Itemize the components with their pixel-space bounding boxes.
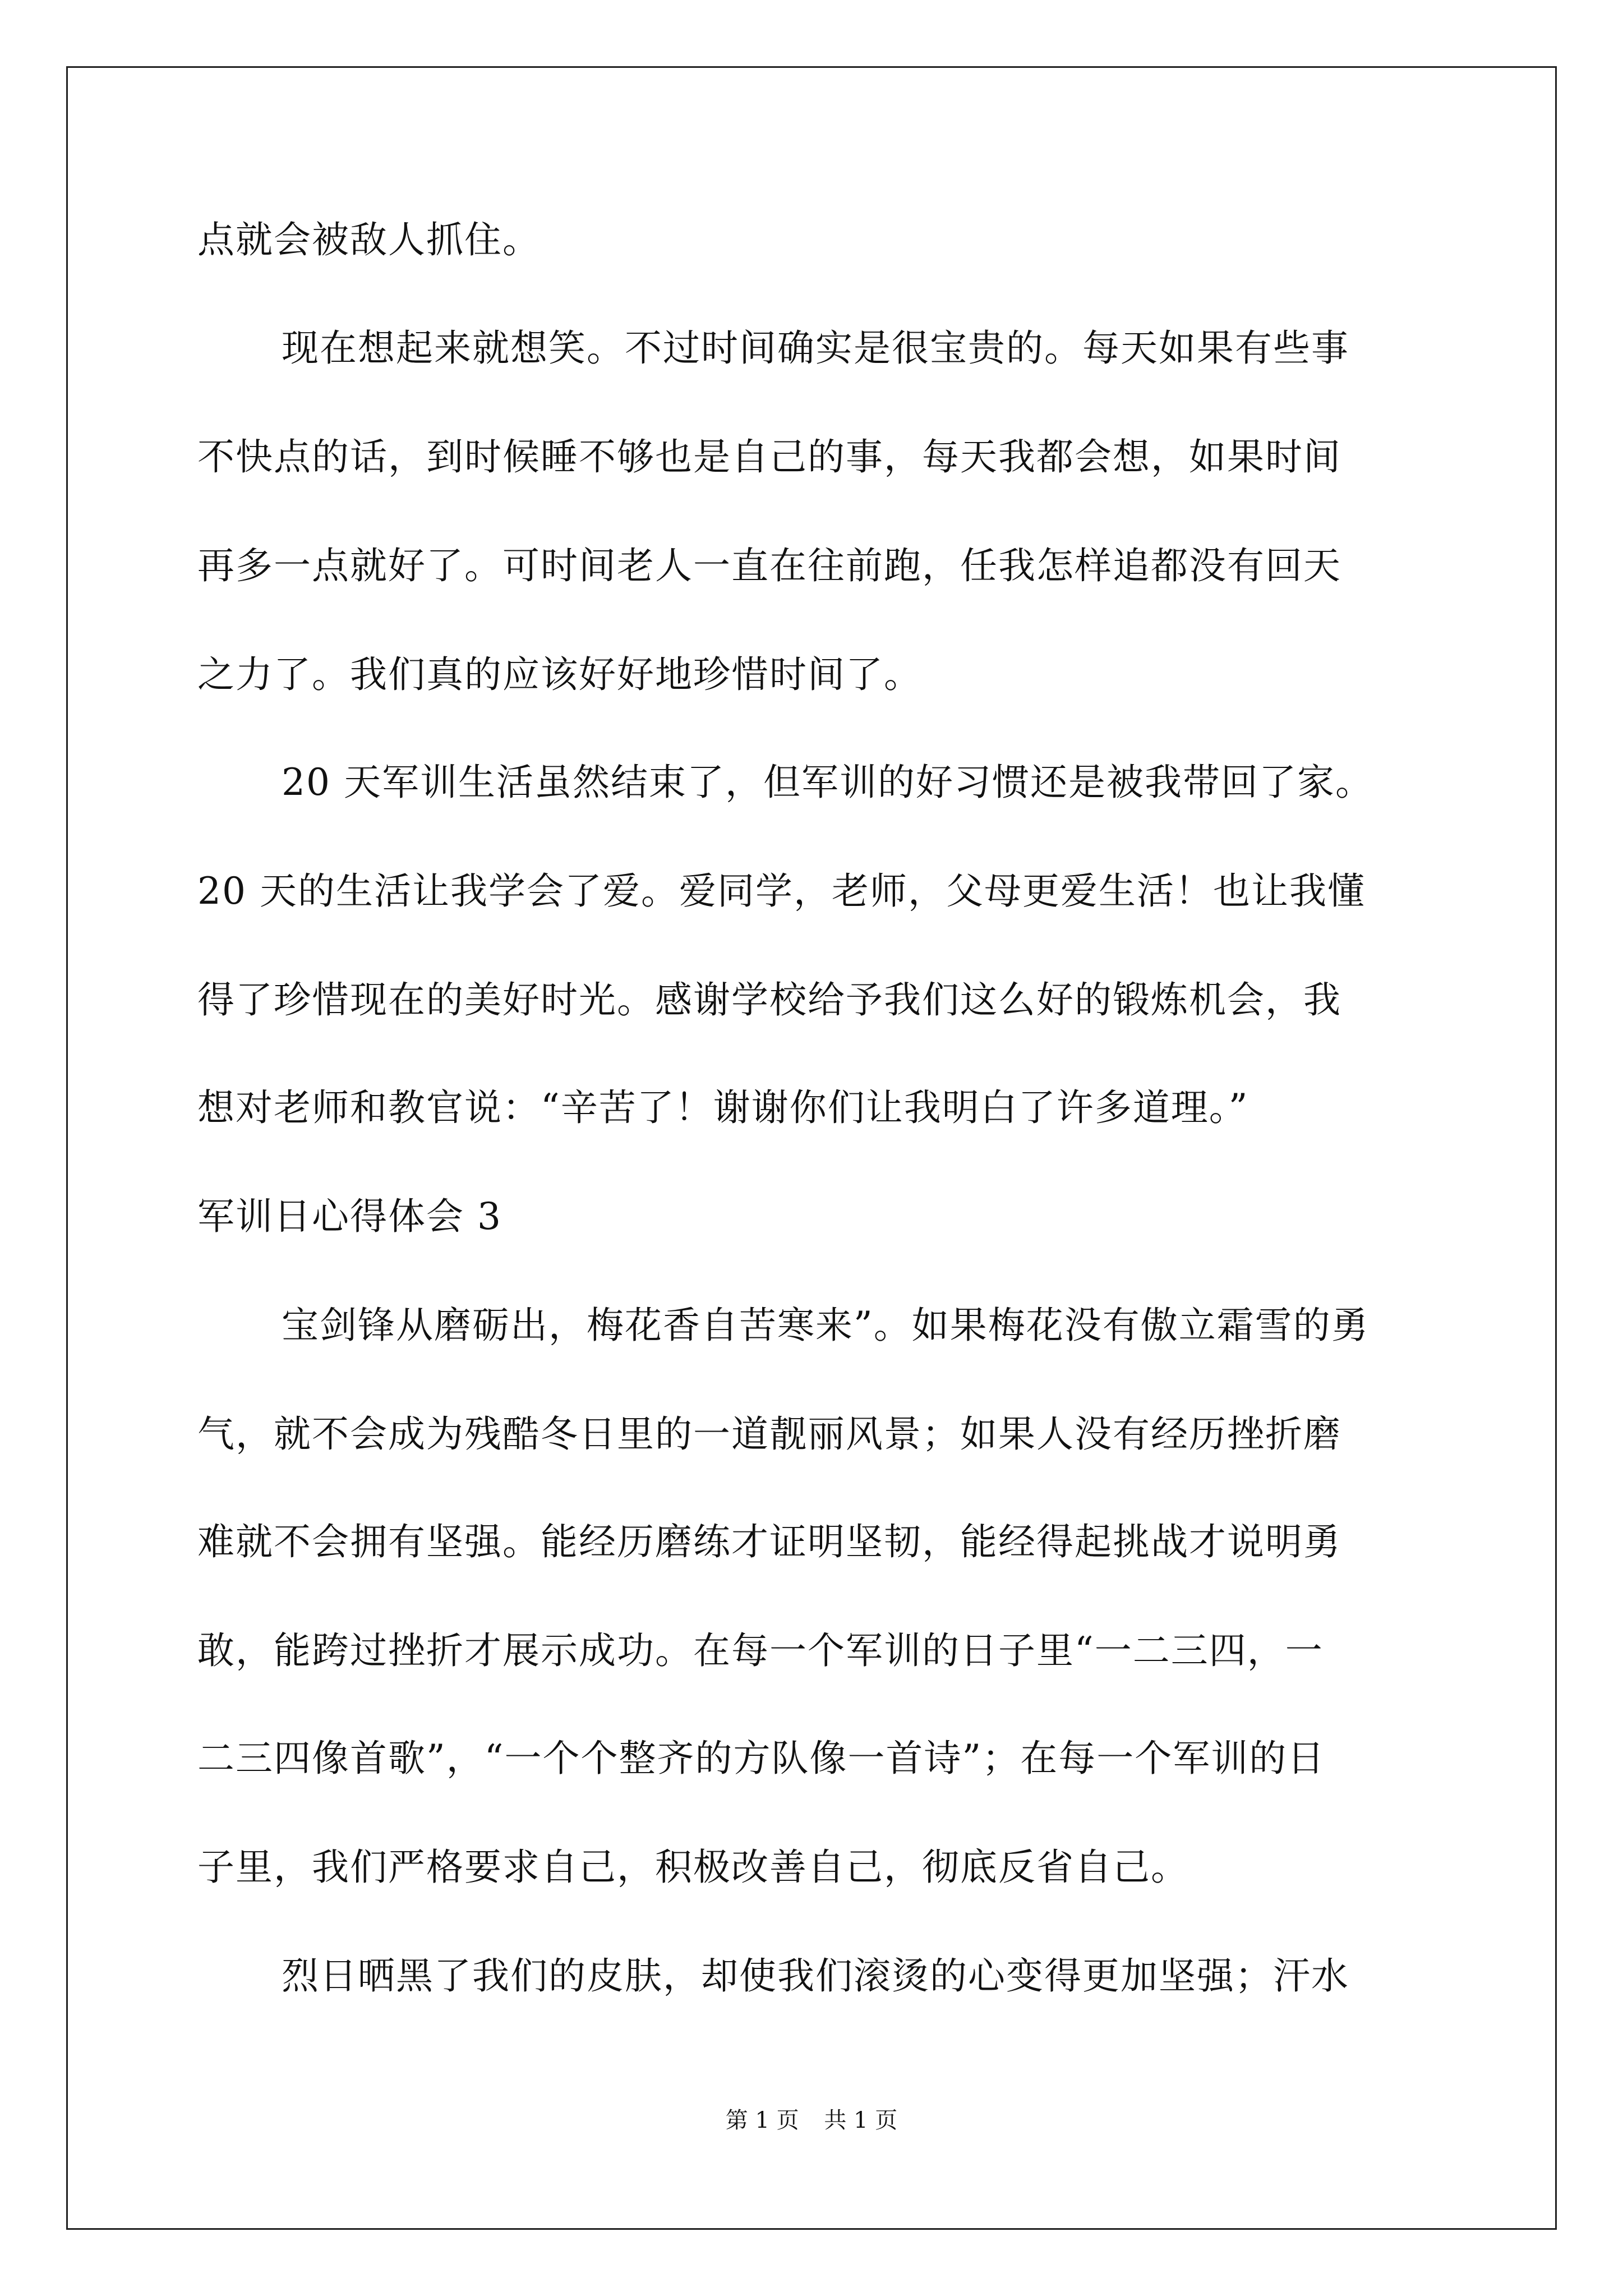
page-number: 第 1 页 — [725, 2108, 799, 2133]
paragraph-line: 二三四像首歌”，“一个个整齐的方队像一首诗”；在每一个军训的日 — [197, 1737, 1326, 1780]
paragraph-line: 20 天军训生活虽然结束了，但军训的好习惯还是被我带回了家。 — [282, 761, 1373, 804]
paragraph-line: 难就不会拥有坚强。能经历磨练才证明坚韧，能经得起挑战才说明勇 — [197, 1520, 1341, 1563]
paragraph-line: 子里，我们严格要求自己，积极改善自己，彻底反省自己。 — [197, 1846, 1189, 1889]
paragraph-line: 气，就不会成为残酷冬日里的一道靓丽风景；如果人没有经历挫折磨 — [197, 1412, 1341, 1456]
page-count: 共 1 页 — [824, 2108, 898, 2133]
paragraph-line: 不快点的话，到时候睡不够也是自己的事，每天我都会想，如果时间 — [197, 435, 1341, 478]
paragraph-line: 点就会被敌人抓住。 — [197, 218, 541, 261]
page-footer — [0, 2109, 1623, 2132]
paragraph-line: 之力了。我们真的应该好好地珍惜时间了。 — [197, 653, 922, 696]
paragraph-line: 再多一点就好了。可时间老人一直在往前跑，任我怎样追都没有回天 — [197, 544, 1341, 587]
paragraph-line: 宝剑锋从磨砺出，梅花香自苦寒来”。如果梅花没有傲立霜雪的勇 — [282, 1304, 1370, 1347]
paragraph-line: 敢，能跨过挫折才展示成功。在每一个军训的日子里“一二三四，一 — [197, 1629, 1324, 1672]
section-heading: 军训日心得体会 3 — [197, 1195, 502, 1238]
paragraph-line: 烈日晒黑了我们的皮肤，却使我们滚烫的心变得更加坚强；汗水 — [282, 1954, 1349, 1998]
paragraph-line: 现在想起来就想笑。不过时间确实是很宝贵的。每天如果有些事 — [282, 326, 1349, 370]
page-border — [66, 66, 1557, 2230]
paragraph-line: 20 天的生活让我学会了爱。爱同学，老师，父母更爱生活！也让我懂 — [197, 869, 1366, 913]
paragraph-line: 得了珍惜现在的美好时光。感谢学校给予我们这么好的锻炼机会，我 — [197, 978, 1341, 1022]
paragraph-line: 想对老师和教官说：“辛苦了！谢谢你们让我明白了许多道理。” — [197, 1086, 1249, 1129]
